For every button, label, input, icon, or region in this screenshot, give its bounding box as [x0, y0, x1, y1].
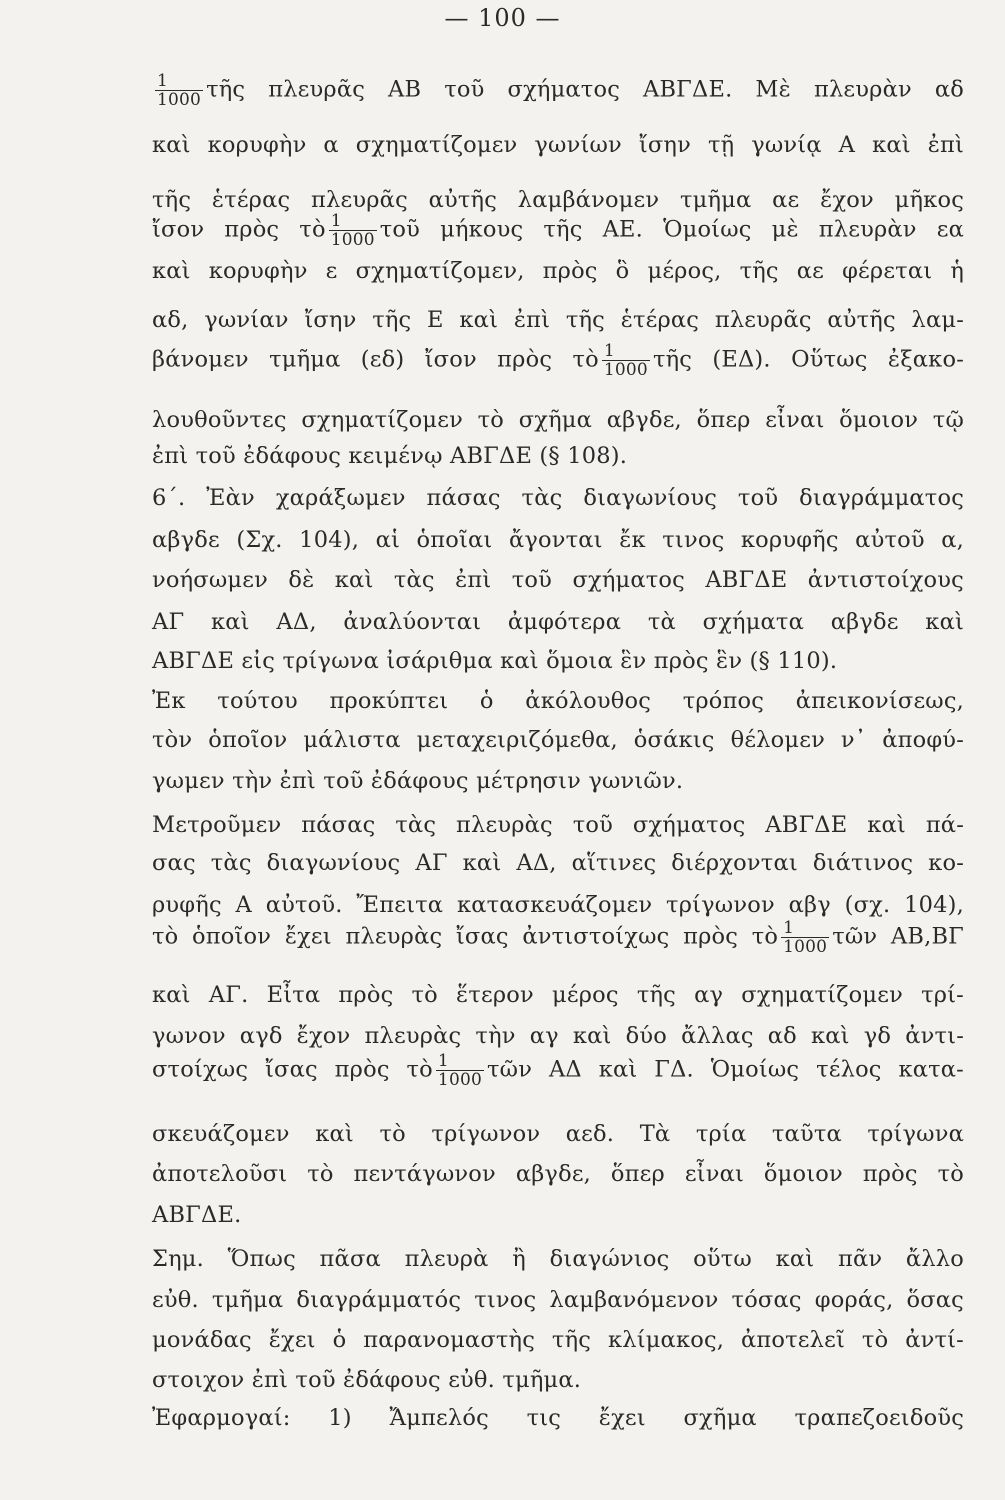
- text-run: ΑΓ καὶ ΑΔ, ἀναλύονται ἀμφότερα τὰ σχήματα αβγδε καὶ: [152, 609, 964, 635]
- fraction-one-thousandth: [329, 212, 377, 249]
- page-number: — 100 —: [444, 4, 561, 32]
- text-run: ρυφῆς Α αὐτοῦ. Ἔπειτα κατασκευάζομεν τρίγωνον αβγ (σχ. 104),: [152, 892, 964, 918]
- text-line: [152, 72, 964, 109]
- text-run: Μετροῦμεν πάσας τὰς πλευρὰς τοῦ σχήματος ΑΒΓΔΕ καὶ πά-: [152, 812, 964, 838]
- text-line: [152, 441, 627, 471]
- text-run: εὐθ. τμῆμα διαγράμματός τινος λαμβανόμενον τόσας φοράς, ὅσας: [152, 1287, 964, 1313]
- fraction-denominator: 1000: [437, 1070, 482, 1090]
- fraction-one-thousandth: [602, 342, 650, 379]
- text-run: μονάδας ἔχει ὁ παρανομαστὴς τῆς κλίμακος, ἀποτελεῖ τὸ ἀντί-: [152, 1327, 964, 1353]
- text-run: γωμεν τὴν ἐπὶ τοῦ ἐδάφους μέτρησιν γωνιῶν.: [152, 768, 684, 794]
- text-run: τῆς (ΕΔ). Οὕτως ἐξακο-: [652, 346, 964, 373]
- text-line: [152, 1285, 964, 1315]
- text-line: [152, 342, 964, 379]
- text-line: [152, 130, 964, 160]
- text-run: βάνομεν τμῆμα (εδ) ἴσον πρὸς τὸ: [152, 346, 599, 373]
- text-run: νοήσωμεν δὲ καὶ τὰς ἐπὶ τοῦ σχήματος ΑΒΓΔΕ ἀντιστοίχους: [152, 567, 964, 593]
- text-run: στοιχον ἐπὶ τοῦ ἐδάφους εὐθ. τμῆμα.: [152, 1367, 582, 1393]
- text-line: [152, 185, 964, 215]
- fraction-denominator: 1000: [783, 937, 828, 957]
- text-run: καὶ ΑΓ. Εἶτα πρὸς τὸ ἕτερον μέρος τῆς αγ σχηματίζομεν τρί-: [152, 982, 964, 1008]
- fraction-one-thousandth: [436, 1052, 484, 1089]
- fraction-numerator: 1: [781, 919, 829, 938]
- text-line: [152, 483, 964, 513]
- text-run: τὸ ὁποῖον ἔχει πλευρὰς ἴσας ἀντιστοίχως πρὸς τὸ: [152, 923, 779, 950]
- text-line: [152, 1365, 581, 1395]
- text-run: σκευάζομεν καὶ τὸ τρίγωνον αεδ. Τὰ τρία ταῦτα τρίγωνα: [152, 1121, 964, 1147]
- text-run: Ἐκ τούτου προκύπτει ὁ ἀκόλουθος τρόπος ἀπεικονίσεως,: [152, 688, 964, 714]
- text-line: [152, 1325, 964, 1355]
- text-run: τῶν ΑΒ,ΒΓ: [832, 923, 964, 950]
- text-line: [152, 405, 964, 435]
- text-line: [152, 1119, 964, 1149]
- text-run: ἴσον πρὸς τὸ: [152, 216, 326, 243]
- fraction-numerator: 1: [436, 1052, 484, 1071]
- text-run: καὶ κορυφὴν α σχηματίζομεν γωνίων ἴσην τῇ γωνίᾳ Α καὶ ἐπὶ: [152, 132, 964, 158]
- text-run: καὶ κορυφὴν ε σχηματίζομεν, πρὸς ὃ μέρος, τῆς αε φέρεται ἡ: [152, 258, 964, 284]
- text-run: τοῦ μήκους τῆς ΑΕ. Ὁμοίως μὲ πλευρὰν εα: [379, 216, 964, 243]
- text-line: [152, 525, 964, 555]
- text-line: [152, 565, 964, 595]
- text-line: [152, 890, 964, 920]
- text-line: [152, 1200, 241, 1230]
- text-line: [152, 212, 964, 249]
- text-line: [152, 725, 964, 755]
- text-run: τῶν ΑΔ καὶ ΓΔ. Ὁμοίως τέλος κατα-: [487, 1056, 964, 1083]
- text-line: [152, 1244, 964, 1274]
- text-line: [152, 305, 964, 335]
- text-run: τῆς πλευρᾶς ΑΒ τοῦ σχήματος ΑΒΓΔΕ. Μὲ πλευρὰν αδ: [206, 76, 964, 103]
- text-run: λουθοῦντες σχηματίζομεν τὸ σχῆμα αβγδε, ὅπερ εἶναι ὅμοιον τῷ: [152, 407, 964, 433]
- text-line: [152, 1403, 964, 1433]
- text-run: 6΄. Ἐὰν χαράξωμεν πάσας τὰς διαγωνίους τοῦ διαγράμματος: [152, 485, 964, 511]
- text-run: στοίχως ἴσας πρὸς τὸ: [152, 1056, 433, 1083]
- fraction-denominator: 1000: [157, 90, 202, 110]
- text-run: αβγδε (Σχ. 104), αἱ ὁποῖαι ἄγονται ἔκ τινος κορυφῆς αὐτοῦ α,: [152, 527, 964, 553]
- text-line: [152, 848, 964, 878]
- fraction-numerator: 1: [329, 212, 377, 231]
- text-run: τῆς ἑτέρας πλευρᾶς αὐτῆς λαμβάνομεν τμῆμα αε ἔχον μῆκος: [152, 187, 964, 213]
- text-run: γωνον αγδ ἔχον πλευρὰς τὴν αγ καὶ δύο ἄλλας αδ καὶ γδ ἀντι-: [152, 1023, 964, 1049]
- fraction-one-thousandth: [781, 919, 829, 956]
- text-line: [152, 686, 964, 716]
- fraction-denominator: 1000: [330, 230, 375, 250]
- text-line: [152, 766, 683, 796]
- text-line: [152, 256, 964, 286]
- text-run: Ἐφαρμογαί: 1) Ἄμπελός τις ἔχει σχῆμα τραπεζοειδοῦς: [152, 1405, 964, 1431]
- text-run: αδ, γωνίαν ἴσην τῆς Ε καὶ ἐπὶ τῆς ἑτέρας πλευρᾶς αὐτῆς λαμ-: [152, 307, 964, 333]
- text-line: [152, 607, 964, 637]
- fraction-denominator: 1000: [603, 360, 648, 380]
- text-line: [152, 1052, 964, 1089]
- text-run: ΑΒΓΔΕ εἰς τρίγωνα ἰσάριθμα καὶ ὅμοια ἓν πρὸς ἓν (§ 110).: [152, 648, 838, 674]
- text-line: [152, 810, 964, 840]
- text-line: [152, 919, 964, 956]
- text-line: [152, 1159, 964, 1189]
- text-run: τὸν ὁποῖον μάλιστα μεταχειριζόμεθα, ὁσάκις θέλομεν ν᾽ ἀποφύ-: [152, 727, 964, 753]
- text-run: ἐπὶ τοῦ ἐδάφους κειμένῳ ΑΒΓΔΕ (§ 108).: [152, 443, 628, 469]
- text-line: [152, 646, 837, 676]
- fraction-numerator: 1: [602, 342, 650, 361]
- fraction-one-thousandth: [155, 72, 203, 109]
- text-line: [152, 980, 964, 1010]
- text-run: ἀποτελοῦσι τὸ πεντάγωνον αβγδε, ὅπερ εἶναι ὅμοιον πρὸς τὸ: [152, 1161, 964, 1187]
- text-run: σας τὰς διαγωνίους ΑΓ καὶ ΑΔ, αἵτινες διέρχονται διάτινος κο-: [152, 850, 964, 876]
- text-line: [152, 1021, 964, 1051]
- text-run: ΑΒΓΔΕ.: [152, 1202, 242, 1228]
- text-run: Σημ. Ὅπως πᾶσα πλευρὰ ἢ διαγώνιος οὕτω καὶ πᾶν ἄλλο: [152, 1246, 964, 1272]
- fraction-numerator: 1: [155, 72, 203, 91]
